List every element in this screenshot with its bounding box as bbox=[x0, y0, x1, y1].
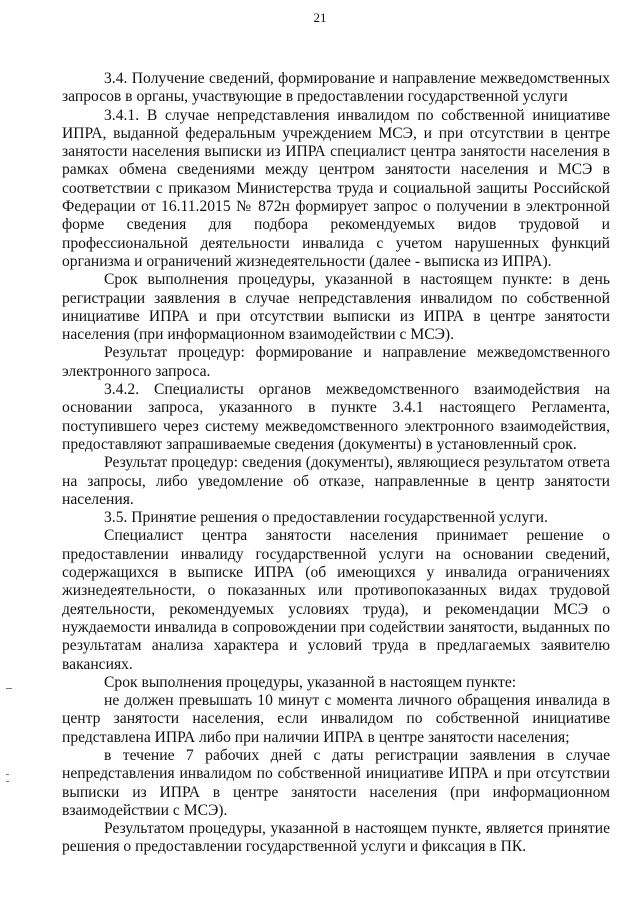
paragraph-result-3-4-2: Результат процедур: сведения (документы), являющиеся результатом ответа на запросы, либо уведомление об отказе, направленные в центр занятости населения. bbox=[62, 454, 610, 508]
margin-mark bbox=[6, 688, 12, 689]
paragraph-deadline-item-1: не должен превышать 10 минут с момента личного обращения инвалида в центр занятости населения, если инвалидом по собственной инициативе представлена ИПРА либо при наличии ИПРА в центре занятости населения; bbox=[62, 692, 610, 746]
margin-mark bbox=[6, 781, 9, 782]
paragraph-result-3-4-1: Результат процедур: формирование и направление межведомственного электронного запроса. bbox=[62, 344, 610, 380]
paragraph-result-3-5: Результатом процедуры, указанной в настоящем пункте, является принятие решения о предоставлении государственной услуги и фиксация в ПК. bbox=[62, 820, 610, 856]
margin-mark bbox=[6, 774, 9, 775]
paragraph-decision: Специалист центра занятости населения принимает решение о предоставлении инвалиду государственной услуги на основании сведений, содержащихся в выписке ИПРА (об имеющихся у инвалида ограничениях жизнедеятельности, о показанных или противопоказанных видах трудовой деятельности, рекомендуемых условиях труда), и рекомендации МСЭ о нуждаемости инвалида в сопровождении при содействии занятости, выданных по результатам анализа характера и условий труда в предлагаемых заявителю вакансиях. bbox=[62, 527, 610, 673]
paragraph-deadline-item-2: в течение 7 рабочих дней с даты регистрации заявления в случае непредставления инвалидом по собственной инициативе ИПРА и при отсутствии выписки из ИПРА в центре занятости населения (при информационном взаимодействии с МСЭ). bbox=[62, 746, 610, 819]
section-heading-3-5: 3.5. Принятие решения о предоставлении государственной услуги. bbox=[104, 509, 548, 527]
page-number: 21 bbox=[313, 10, 327, 25]
paragraph-3-4-1: 3.4.1. В случае непредставления инвалидом по собственной инициативе ИПРА, выданной федеральным учреждением МСЭ, и при отсутствии в центре занятости населения выписки из ИПРА специалист центра занятости населения в рамках обмена сведениями между центром занятости населения и МСЭ в соответствии с приказом Министерства труда и социальной защиты Российской Федерации от 16.11.2015 № 872н формирует запрос о получении в электронной форме сведения для подбора рекомендуемых видов трудовой и профессиональной деятельности инвалида с учетом нарушенных функций организма и ограничений жизнедеятельности (далее - выписка из ИПРА). bbox=[62, 106, 610, 270]
paragraph-deadline-3-4-1: Срок выполнения процедуры, указанной в настоящем пункте: в день регистрации заявления в случае непредставления инвалидом по собственной инициативе ИПРА и при отсутствии выписки из ИПРА в центре занятости населения (при информационном взаимодействии с МСЭ). bbox=[62, 271, 610, 344]
paragraph-deadline-3-5: Срок выполнения процедуры, указанной в настоящем пункте: bbox=[104, 673, 517, 691]
section-heading-3-4: 3.4. Получение сведений, формирование и направление межведомственных запросов в органы, участвующие в предоставлении государственной услуги bbox=[62, 70, 610, 106]
paragraph-3-4-2: 3.4.2. Специалисты органов межведомственного взаимодействия на основании запроса, указанного в пункте 3.4.1 настоящего Регламента, поступившего через систему межведомственного электронного взаимодействия, предоставляют запрашиваемые сведения (документы) в установленный срок. bbox=[62, 381, 610, 453]
document-body bbox=[62, 70, 610, 857]
